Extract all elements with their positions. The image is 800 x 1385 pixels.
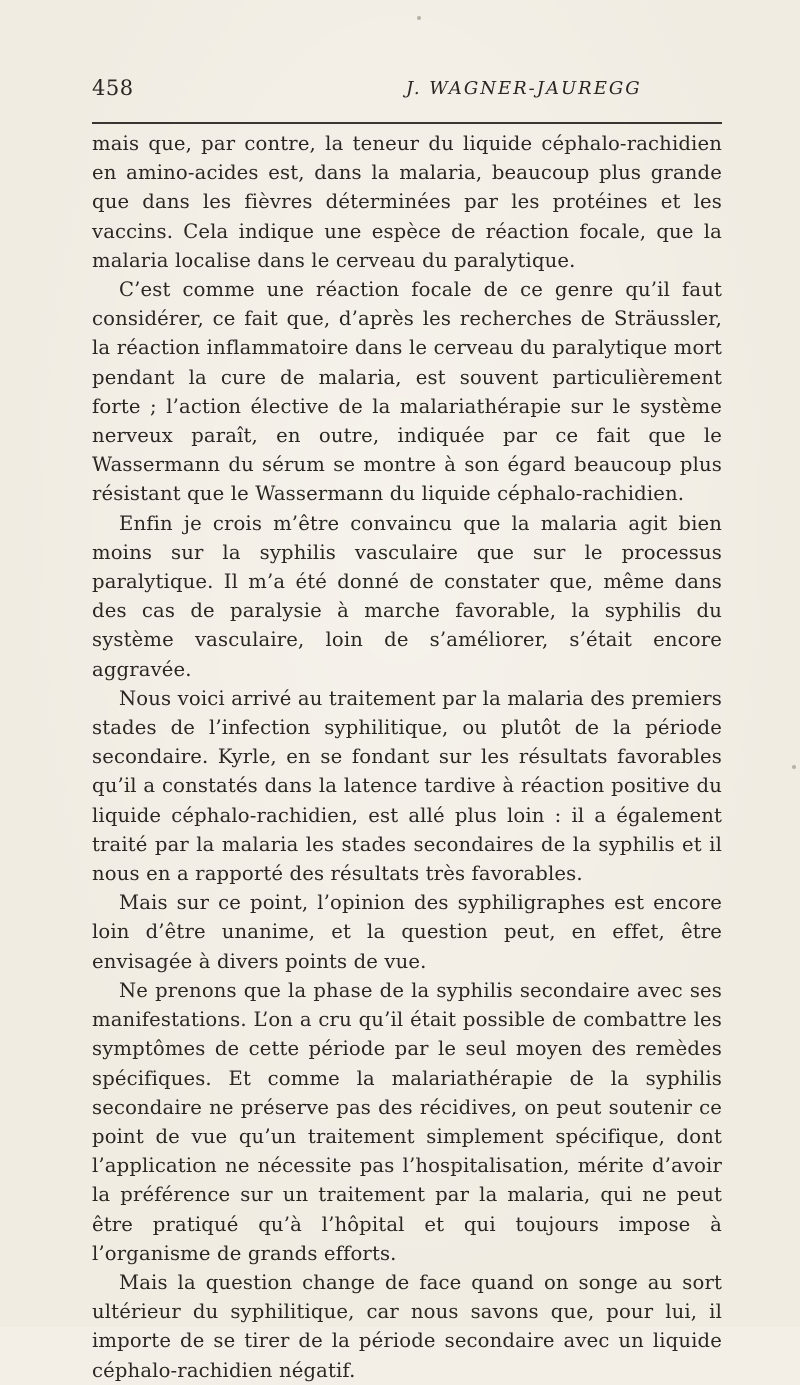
paragraph-5: Mais sur ce point, l’opinion des syphiligraphes est encore loin d’être unanime, et la question peut, en effet, être envisagée à divers points de vue. (92, 891, 722, 973)
paragraph-3: Enfin je crois m’être convaincu que la malaria agit bien moins sur la syphilis vasculaire que sur le processus paralytique. Il m’a été donné de constater que, même dans des cas de paralysie à marche favorable, la syphilis du système vasculaire, loin de s’améliorer, s’était encore aggravée. (92, 511, 722, 681)
paragraph-7: Mais la question change de face quand on songe au sort ultérieur du syphilitique, car nous savons que, pour lui, il importe de se tirer de la période secondaire avec un liquide céphalo-rachidien négatif. (92, 1270, 722, 1382)
paragraph-6: Ne prenons que la phase de la syphilis secondaire avec ses manifestations. L’on a cru qu’il était possible de combattre les symptômes de cette période par le seul moyen des remèdes spécifiques. Et comme la malariathérapie de la syphilis secondaire ne préserve pas des récidives, on peut soutenir ce point de vue qu’un traitement simplement spécifique, dont l’application ne nécessite pas l’hospitalisation, mérite d’avoir la préférence sur un traitement par la malaria, qui ne peut être pratiqué qu’à l’hôpital et qui toujours impose à l’organisme de grands efforts. (92, 978, 722, 1265)
paragraph-1: mais que, par contre, la teneur du liquide céphalo-rachidien en amino-acides est, dans la malaria, beaucoup plus grande que dans les fièvres déterminées par les protéines et les vaccins. Cela indique une espèce de réaction focale, que la malaria localise dans le cerveau du paralytique. (92, 132, 722, 272)
header-rule (92, 122, 722, 124)
page-header (92, 76, 722, 110)
body-text (92, 129, 722, 1385)
page-number: 458 (92, 76, 134, 100)
margin-speck (792, 765, 796, 769)
paragraph-2: C’est comme une réaction focale de ce genre qu’il faut considérer, ce fait que, d’après les recherches de Sträussler, la réaction inflammatoire dans le cerveau du paralytique mort pendant la cure de malaria, est souvent particulièrement forte ; l’action élective de la malariathérapie sur le système nerveux paraît, en outre, indiquée par ce fait que le Wassermann du sérum se montre à son égard beaucoup plus résistant que le Wassermann du liquide céphalo-rachidien. (92, 278, 722, 506)
running-head: J. WAGNER-JAUREGG (406, 78, 642, 99)
paragraph-4: Nous voici arrivé au traitement par la malaria des premiers stades de l’infection syphilitique, ou plutôt de la période secondaire. Kyrle, en se fondant sur les résultats favorables qu’il a constatés dans la latence tardive à réaction positive du liquide céphalo-rachidien, est allé plus loin : il a également traité par la malaria les stades secondaires de la syphilis et il nous en a rapporté des résultats très favorables. (92, 686, 722, 886)
print-speck (417, 16, 421, 20)
